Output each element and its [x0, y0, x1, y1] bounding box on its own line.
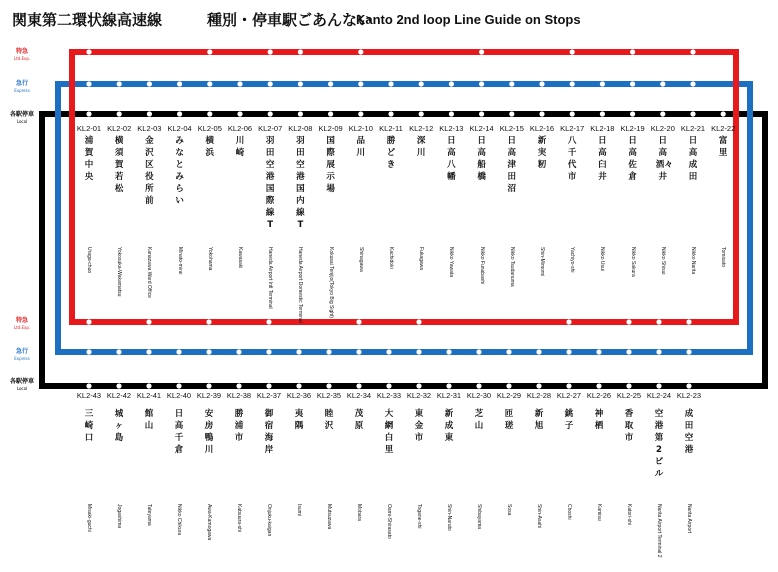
station-name-jp: 日高成田 — [688, 136, 698, 182]
station-name-en — [325, 247, 337, 319]
station-name-en — [293, 504, 305, 516]
station-name-en — [476, 247, 488, 285]
station-name-en — [415, 247, 427, 271]
station-code: KL2-32 — [406, 391, 432, 400]
local-stop-dot — [446, 383, 451, 388]
station-name-jp: 日高臼井 — [598, 136, 607, 182]
station-name-en — [627, 247, 639, 277]
station-name-jp: 夷隅 — [294, 409, 304, 431]
local-stop-dot — [147, 111, 152, 116]
station-name-en-text: Nikko Sakura — [629, 247, 636, 277]
limited-express-stop-dot — [356, 319, 361, 324]
station-name-jp: 横須賀若松 — [114, 136, 124, 194]
local-stop-dot — [449, 111, 454, 116]
service-name-en: Ltd.Exp. — [13, 56, 31, 61]
station-name-en — [687, 247, 699, 275]
express-stop-dot — [176, 349, 181, 354]
station-name-en-text: Kamisu — [596, 504, 602, 521]
station-name-jp: 匝瑳 — [504, 409, 514, 431]
station-name-en-text: Oami-Shirasato — [386, 504, 392, 539]
service-name-jp: 各駅停車 — [9, 111, 34, 118]
express-stop-dot — [86, 81, 91, 86]
station-code: KL2-39 — [196, 391, 222, 400]
station-code: KL2-21 — [680, 124, 706, 133]
station-code: KL2-14 — [469, 124, 494, 133]
station-name-en-text: Shin-Asahi — [536, 504, 542, 529]
limited-express-stop-dot — [266, 319, 271, 324]
express-stop-dot — [207, 81, 212, 86]
station-name-en — [533, 504, 545, 529]
local-stop-dot — [356, 383, 361, 388]
station-code: KL2-33 — [376, 391, 402, 400]
station-name-en — [473, 504, 485, 530]
express-stop-dot — [566, 349, 571, 354]
express-stop-dot — [116, 349, 121, 354]
station-name-en-text: Yokohama — [206, 247, 213, 271]
station-name-en — [623, 504, 635, 526]
express-stop-dot — [266, 349, 271, 354]
station-name-en-text: Narita Airport Terminal 2 — [656, 504, 662, 558]
station-name-en-text: Yokosuka-Wakamatsu — [116, 247, 123, 297]
station-name-jp: みなとみらい — [175, 136, 184, 206]
station-code: KL2-03 — [137, 124, 162, 133]
station-code: KL2-18 — [590, 124, 615, 133]
station-name-en — [657, 247, 669, 275]
station-name-en-text: Katori-shi — [626, 504, 632, 526]
local-stop-dot — [358, 111, 363, 116]
local-stop-dot — [296, 383, 301, 388]
local-stop-dot — [298, 111, 303, 116]
station-name-en-text: Kachidoki — [388, 247, 394, 269]
local-stop-dot — [416, 383, 421, 388]
express-stop-dot — [268, 81, 273, 86]
station-name-en-text: Mobara — [356, 504, 362, 521]
station-code: KL2-20 — [650, 124, 675, 133]
express-stop-dot — [626, 349, 631, 354]
station-code: KL2-26 — [586, 391, 612, 400]
station-name-en-text: Shinagawa — [357, 247, 364, 272]
station-name-jp: 館山 — [144, 409, 154, 431]
station-name-jp: 横浜 — [205, 136, 215, 158]
station-name-jp: 大網白里 — [384, 409, 394, 455]
local-stop-dot — [626, 383, 631, 388]
station-name-en-text: Nikko Shisui — [659, 247, 666, 275]
station-name-en — [264, 247, 276, 309]
express-stop-dot — [416, 349, 421, 354]
station-name-en-text: Mutsuzawa — [326, 504, 332, 530]
service-name-jp: 各駅停車 — [9, 378, 34, 385]
local-stop-dot — [207, 111, 212, 116]
station-name-en-text: Haneda Airport Domestic Terminal — [297, 247, 304, 323]
station-name-jp: 日高佐倉 — [628, 136, 637, 182]
local-stop-dot — [328, 111, 333, 116]
station-name-jp: 東金市 — [414, 409, 424, 443]
express-stop-dot — [570, 81, 575, 86]
local-stop-dot — [116, 383, 121, 388]
express-stop-dot — [476, 349, 481, 354]
local-stop-dot — [326, 383, 331, 388]
page-subtitle: 種別・停車駅ごあんない — [207, 11, 373, 29]
station-name-en — [506, 247, 518, 287]
station-name-en — [294, 247, 306, 323]
station-code: KL2-29 — [496, 391, 522, 400]
limited-express-stop-dot — [268, 49, 273, 54]
station-code: KL2-15 — [499, 124, 524, 133]
station-name-en — [383, 504, 395, 539]
local-stop-dot — [146, 383, 151, 388]
express-stop-dot — [506, 349, 511, 354]
station-name-jp: 茂原 — [354, 409, 364, 431]
limited-express-stop-dot — [146, 319, 151, 324]
express-stop-dot — [630, 81, 635, 86]
station-name-en — [203, 504, 215, 541]
express-stop-dot — [328, 81, 333, 86]
station-code: KL2-05 — [197, 124, 222, 133]
station-name-jp: 御宿海岸 — [264, 409, 274, 455]
express-stop-dot — [237, 81, 242, 86]
station-name-en — [683, 504, 695, 534]
service-label-local-bottom — [2, 378, 42, 392]
station-name-en-text: Nikko Chikura — [176, 504, 182, 536]
limited-express-stop-dot — [206, 319, 211, 324]
station-code: KL2-10 — [348, 124, 373, 133]
station-name-jp: 城ヶ島 — [114, 409, 124, 443]
station-name-en-text: Tateyama — [146, 504, 152, 526]
local-stop-dot — [268, 111, 273, 116]
station-code: KL2-27 — [556, 391, 582, 400]
limited-express-stop-dot — [570, 49, 575, 54]
station-code: KL2-42 — [106, 391, 132, 400]
station-name-jp: 国際展示場 — [326, 136, 335, 194]
express-stop-dot — [146, 349, 151, 354]
service-label-local-top — [2, 111, 42, 125]
express-stop-dot — [296, 349, 301, 354]
station-name-jp: 日高酒々井 — [655, 136, 673, 182]
station-name-jp: 芝山 — [474, 409, 484, 431]
station-code: KL2-31 — [436, 391, 462, 400]
service-label-express-bottom — [2, 348, 42, 362]
station-name-en — [385, 247, 397, 269]
express-stop-dot — [446, 349, 451, 354]
station-name-en-text: Nikko Yawata — [448, 247, 455, 278]
local-stop-dot — [509, 111, 514, 116]
station-name-en-text: Narita Airport — [686, 504, 692, 534]
station-name-jp: 新実籾 — [537, 136, 547, 170]
station-name-jp: 銚子 — [564, 409, 574, 431]
limited-express-stop-dot — [626, 319, 631, 324]
station-name-jp: 神栖 — [594, 409, 604, 431]
express-stop-dot — [298, 81, 303, 86]
limited-express-line — [72, 52, 736, 322]
station-name-en — [323, 504, 335, 530]
station-code: KL2-25 — [616, 391, 642, 400]
service-name-jp: 急行 — [15, 348, 28, 355]
station-code: KL2-13 — [439, 124, 464, 133]
station-code: KL2-19 — [620, 124, 645, 133]
station-name-en-text: Minato-mirai — [176, 247, 183, 275]
station-code: KL2-02 — [107, 124, 132, 133]
station-name-en-text: Nikko Funabashi — [478, 247, 485, 285]
express-stop-dot — [596, 349, 601, 354]
local-stop-dot — [566, 383, 571, 388]
station-name-en-text: Nikko Usui — [599, 247, 606, 271]
local-stop-dot — [236, 383, 241, 388]
station-name-jp: 羽田空港国際線T — [265, 136, 275, 230]
local-stop-dot — [266, 383, 271, 388]
station-name-en — [83, 247, 95, 274]
station-code: KL2-28 — [526, 391, 552, 400]
service-name-en: Express — [14, 88, 30, 93]
station-name-en-text: Jogashima — [116, 504, 122, 529]
station-name-en-text: Yachiyo-shi — [569, 247, 576, 273]
express-stop-dot — [356, 349, 361, 354]
station-name-en — [536, 247, 548, 277]
station-name-jp: 新成東 — [444, 409, 454, 443]
station-name-en-text: Uraga-chuo — [86, 247, 92, 274]
station-name-en — [717, 247, 729, 268]
station-name-en — [113, 504, 125, 529]
express-stop-dot — [386, 349, 391, 354]
service-name-jp: 特急 — [15, 48, 28, 55]
station-name-en-text: Nikko Narita — [690, 247, 696, 275]
station-name-en-text: Haneda Airport Intl Terminal — [267, 247, 274, 309]
station-code: KL2-41 — [136, 391, 162, 400]
page-title-english: Kanto 2nd loop Line Guide on Stops — [356, 12, 581, 27]
limited-express-stop-dot — [358, 49, 363, 54]
station-name-en-text: Kokusai Tenjijo(Tokyo Big Sight) — [327, 247, 334, 319]
station-name-en — [204, 247, 216, 271]
station-name-en-text: Tomisato — [720, 247, 727, 268]
station-name-en — [173, 504, 185, 536]
express-stop-dot — [206, 349, 211, 354]
station-name-en — [593, 504, 605, 521]
station-code: KL2-08 — [288, 124, 313, 133]
station-code: KL2-09 — [318, 124, 343, 133]
station-name-en-text: Misaki-guchi — [86, 504, 92, 532]
station-code: KL2-12 — [409, 124, 434, 133]
service-name-jp: 特急 — [15, 317, 28, 324]
local-stop-dot — [536, 383, 541, 388]
station-code: KL2-36 — [286, 391, 312, 400]
station-name-jp: 川崎 — [235, 136, 245, 158]
station-code: KL2-16 — [529, 124, 555, 133]
station-name-en-text: Isumi — [296, 504, 302, 516]
local-stop-dot — [476, 383, 481, 388]
station-name-en — [143, 504, 155, 526]
express-stop-dot — [690, 81, 695, 86]
station-name-en-text: Kawasaki — [237, 247, 243, 269]
station-code: KL2-07 — [258, 124, 283, 133]
service-name-en: Ltd.Exp. — [13, 325, 31, 330]
station-name-en-text: Shin-Naruto — [446, 504, 452, 531]
local-stop-dot — [506, 383, 511, 388]
service-label-express-top — [2, 80, 42, 94]
local-stop-dot — [388, 111, 393, 116]
express-stop-dot — [326, 349, 331, 354]
station-name-jp: 日高千倉 — [174, 409, 184, 455]
express-stop-dot — [656, 349, 661, 354]
express-stop-dot — [236, 349, 241, 354]
limited-express-stop-dot — [86, 319, 91, 324]
station-name-en — [263, 504, 275, 537]
station-code: KL2-23 — [676, 391, 702, 400]
station-code: KL2-38 — [226, 391, 252, 400]
local-stop-dot — [660, 111, 665, 116]
local-stop-dot — [86, 383, 91, 388]
limited-express-stop-dot — [86, 49, 91, 54]
station-name-en — [563, 504, 575, 520]
station-name-en-text: Awa-Kamogawa — [206, 504, 212, 541]
station-name-jp: 金沢区役所前 — [145, 136, 154, 206]
station-name-en-text: Kanazawa Ward Office — [146, 247, 153, 298]
express-stop-dot — [388, 81, 393, 86]
station-code: KL2-43 — [76, 391, 102, 400]
station-name-en-text: Choshi — [566, 504, 572, 520]
local-stop-dot — [596, 383, 601, 388]
station-code: KL2-06 — [227, 124, 253, 133]
express-stop-dot — [536, 349, 541, 354]
station-name-en — [113, 247, 125, 297]
local-stop-dot — [206, 383, 211, 388]
station-name-jp: 日高八幡 — [447, 136, 456, 182]
station-name-jp: 睦沢 — [324, 409, 334, 431]
station-name-en — [596, 247, 608, 271]
limited-express-stop-dot — [416, 319, 421, 324]
station-name-jp: 品川 — [356, 136, 366, 158]
station-code: KL2-04 — [167, 124, 192, 133]
limited-express-stop-dot — [686, 319, 691, 324]
express-stop-dot — [600, 81, 605, 86]
station-code: KL2-22 — [711, 124, 736, 133]
limited-express-stop-dot — [207, 49, 212, 54]
local-stop-dot — [117, 111, 122, 116]
station-name-en-text: Nikko Tsudanuma — [508, 247, 515, 287]
station-name-en — [233, 504, 245, 533]
limited-express-stop-dot — [690, 49, 695, 54]
local-stop-dot — [479, 111, 484, 116]
express-stop-dot — [86, 349, 91, 354]
express-stop-dot — [449, 81, 454, 86]
express-stop-dot — [686, 349, 691, 354]
station-name-jp: 成田空港 — [684, 409, 694, 455]
local-stop-dot — [539, 111, 544, 116]
express-stop-dot — [419, 81, 424, 86]
station-code: KL2-37 — [256, 391, 282, 400]
express-stop-dot — [660, 81, 665, 86]
local-stop-dot — [630, 111, 635, 116]
station-name-en-text: Onjuku-kaigan — [266, 504, 272, 537]
page-title: 関東第二環状線高速線 — [12, 11, 163, 29]
express-stop-dot — [479, 81, 484, 86]
express-stop-dot — [509, 81, 514, 86]
station-name-jp: 勝どき — [386, 136, 396, 170]
station-name-jp: 三崎口 — [84, 409, 94, 443]
station-name-jp: 勝浦市 — [234, 409, 244, 443]
station-name-jp: 日高津田沼 — [507, 136, 517, 194]
limited-express-stop-dot — [656, 319, 661, 324]
express-stop-dot — [358, 81, 363, 86]
station-name-jp: 浦賀中央 — [84, 136, 94, 182]
station-name-en — [413, 504, 425, 529]
station-name-en — [566, 247, 578, 273]
station-code: KL2-40 — [166, 391, 192, 400]
service-name-en: Local — [16, 386, 28, 391]
local-stop-dot — [600, 111, 605, 116]
express-stop-dot — [539, 81, 544, 86]
station-code: KL2-35 — [316, 391, 342, 400]
station-name-en-text: Fukagawa — [418, 247, 425, 271]
station-name-jp: 深川 — [416, 136, 426, 158]
station-name-jp: 新旭 — [534, 409, 544, 431]
service-label-limited-express-bottom — [2, 317, 42, 331]
station-code: KL2-24 — [646, 391, 672, 400]
station-name-en-text: Sosa — [506, 504, 512, 516]
station-name-jp: 富里 — [718, 136, 728, 158]
limited-express-stop-dot — [566, 319, 571, 324]
station-name-en — [174, 247, 186, 275]
local-stop-dot — [177, 111, 182, 116]
service-label-limited-express-top — [2, 48, 42, 62]
local-stop-dot — [686, 383, 691, 388]
station-name-en — [443, 504, 455, 531]
local-stop-dot — [690, 111, 695, 116]
local-stop-dot — [656, 383, 661, 388]
local-stop-dot — [237, 111, 242, 116]
limited-express-stop-dot — [298, 49, 303, 54]
service-name-jp: 急行 — [15, 80, 28, 87]
station-name-en — [653, 504, 665, 558]
local-stop-dot — [419, 111, 424, 116]
station-name-jp: 八千代市 — [567, 136, 577, 182]
local-stop-dot — [386, 383, 391, 388]
local-stop-dot — [721, 111, 726, 116]
station-name-en — [445, 247, 457, 278]
station-name-jp: 羽田空港国内線T — [296, 136, 305, 230]
station-name-en — [83, 504, 95, 532]
station-name-en-text: Shin-Mimomi — [539, 247, 545, 277]
station-name-en-text: Togane-shi — [416, 504, 422, 529]
local-stop-dot — [570, 111, 575, 116]
station-name-en — [355, 247, 367, 272]
station-code: KL2-17 — [560, 124, 585, 133]
station-name-jp: 日高船橋 — [477, 136, 486, 182]
station-name-jp: 安房鴨川 — [204, 409, 214, 455]
station-code: KL2-01 — [76, 124, 102, 133]
station-code: KL2-34 — [346, 391, 372, 400]
station-name-jp: 香取市 — [624, 409, 634, 443]
local-stop-dot — [176, 383, 181, 388]
station-code: KL2-11 — [379, 124, 403, 133]
express-stop-dot — [177, 81, 182, 86]
service-name-en: Local — [16, 119, 28, 124]
station-name-en — [353, 504, 365, 521]
station-name-jp: 空港第2ビル — [654, 409, 664, 479]
station-name-en-text: Katsuura-shi — [236, 504, 242, 533]
station-name-en — [503, 504, 515, 516]
local-stop-dot — [86, 111, 91, 116]
station-name-en — [234, 247, 246, 269]
station-name-en — [143, 247, 155, 298]
limited-express-stop-dot — [630, 49, 635, 54]
express-stop-dot — [117, 81, 122, 86]
service-name-en: Express — [14, 356, 30, 361]
express-stop-dot — [147, 81, 152, 86]
station-name-en-text: Shibayama — [476, 504, 482, 530]
station-code: KL2-30 — [466, 391, 492, 400]
limited-express-stop-dot — [479, 49, 484, 54]
